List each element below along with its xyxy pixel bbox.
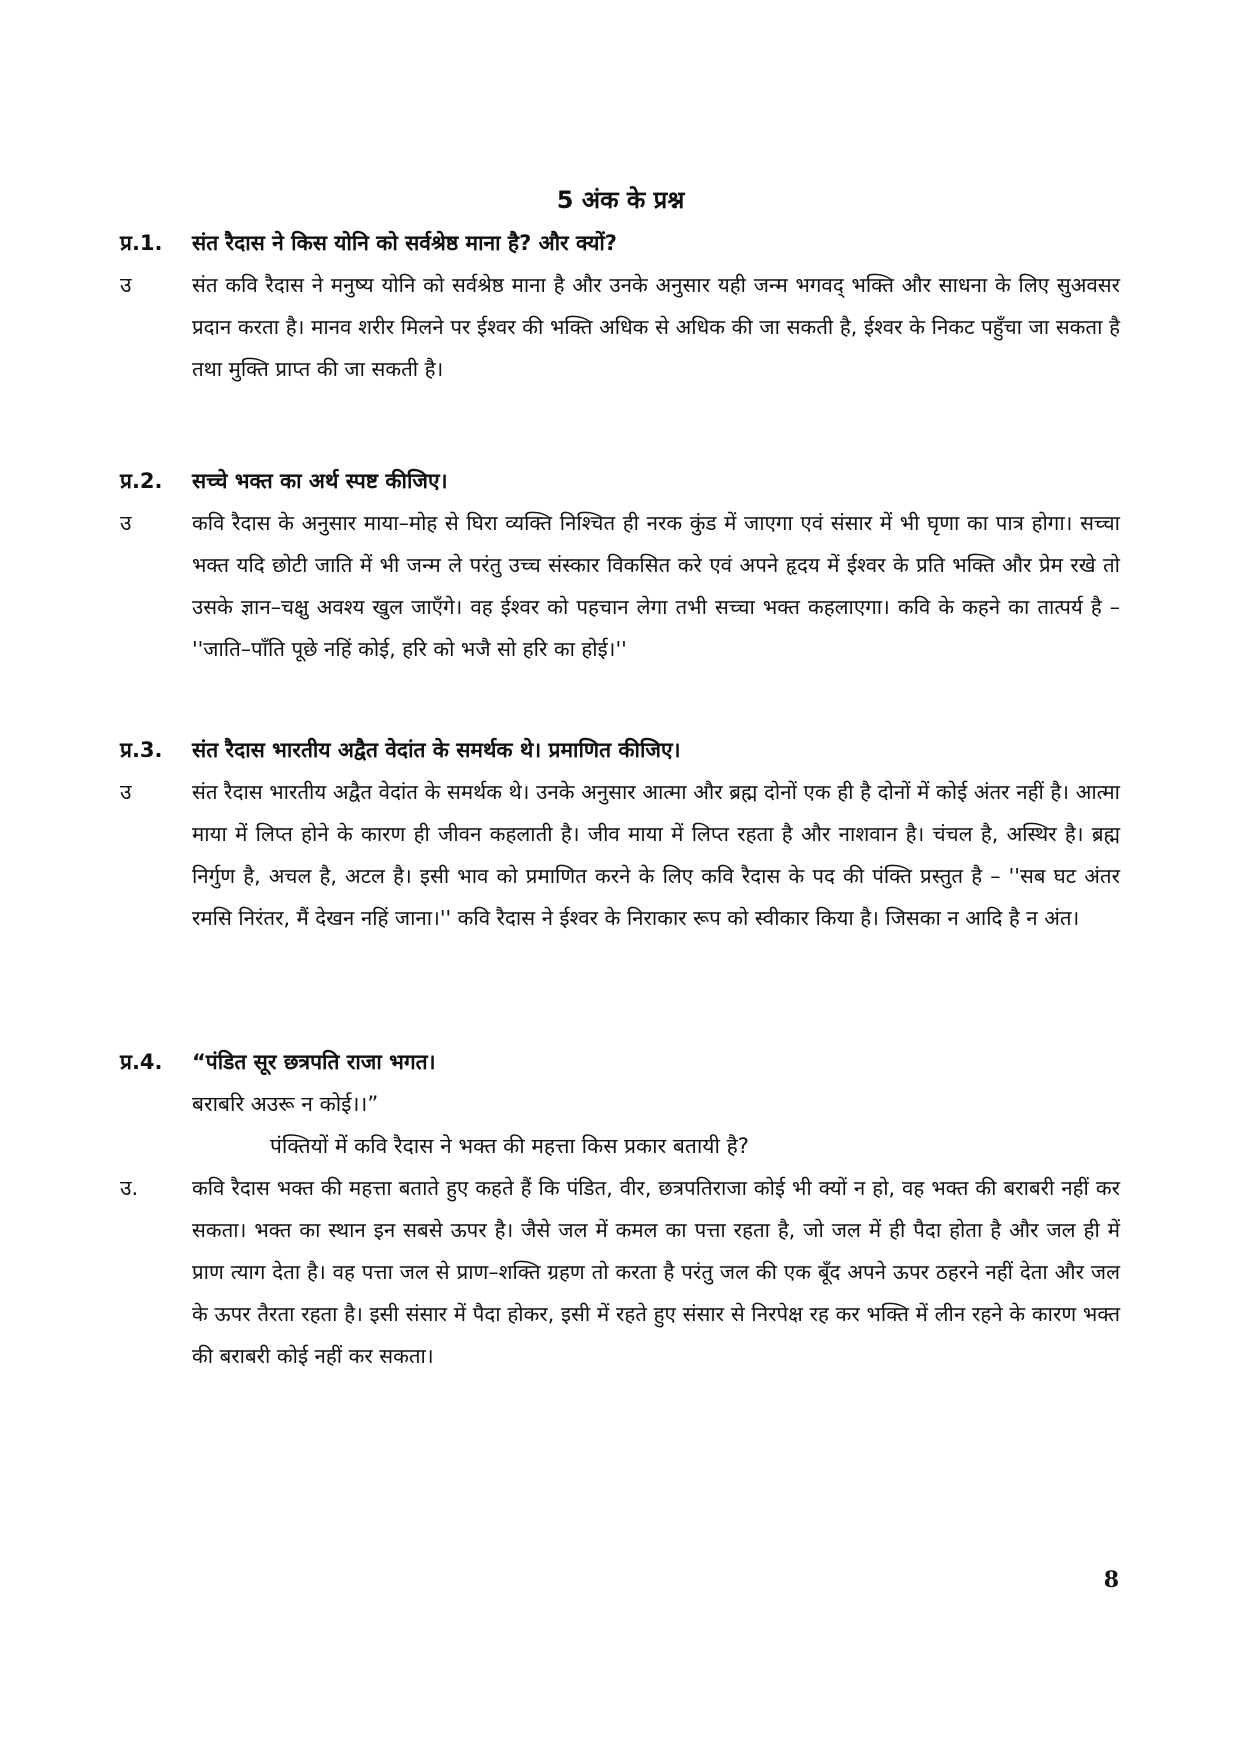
answer-row <box>120 1167 1120 1377</box>
answer-text: कवि रैदास भक्त की महत्ता बताते हुए कहते हैं कि पंडित, वीर, छत्रपतिराजा कोई भी क्यों न हो, वह भक्त की बराबरी नहीं कर सकता। भक्त का स्थान इन सबसे ऊपर है। जैसे जल में कमल का पत्ता रहता है, जो जल में ही पैदा होता है और जल ही में प्राण त्याग देता है। वह पत्ता जल से प्राण–शक्ति ग्रहण तो करता है परंतु जल की एक बूँद अपने ऊपर ठहरने नहीं देता और जल के ऊपर तैरता रहता है। इसी संसार में पैदा होकर, इसी में रहते हुए संसार से निरपेक्ष रह कर भक्ति में लीन रहने के कारण भक्त की बराबरी कोई नहीं कर सकता। <box>192 1176 1120 1368</box>
quote-line-1: “पंडित सूर छत्रपति राजा भगत। <box>192 1050 436 1074</box>
question-block-1 <box>120 222 1120 390</box>
question-prompt: पंक्तियों में कवि रैदास ने भक्त की महत्ता किस प्रकार बतायी है? <box>270 1134 749 1158</box>
question-row <box>120 1041 1120 1167</box>
question-text: संत रैदास ने किस योनि को सर्वश्रेष्ठ माना है? और क्यों? <box>192 231 617 255</box>
question-block-4 <box>120 1041 1120 1377</box>
question-text: सच्चे भक्त का अर्थ स्पष्ट कीजिए। <box>192 469 448 493</box>
quote-line-2: बराबरि अउरू न कोई।।” <box>192 1092 379 1116</box>
section-heading: 5 अंक के प्रश्न <box>556 186 685 214</box>
question-number: प्र.2. <box>120 469 163 493</box>
question-row <box>120 222 1120 264</box>
question-number: प्र.3. <box>120 738 163 762</box>
answer-row <box>120 771 1120 939</box>
page-number: 8 <box>1103 1567 1119 1593</box>
answer-text: कवि रैदास के अनुसार माया–मोह से घिरा व्यक्ति निश्चित ही नरक कुंड में जाएगा एवं संसार में भी घृणा का पात्र होगा। सच्चा भक्त यदि छोटी जाति में भी जन्म ले परंतु उच्च संस्कार विकसित करे एवं अपने हृदय में ईश्वर के प्रति भक्ति और प्रेम रखे तो उसके ज्ञान–चक्षु अवश्य खुल जाएँगे। वह ईश्वर को पहचान लेगा तभी सच्चा भक्त कहलाएगा। कवि के कहने का तात्पर्य है – ''जाति–पाँति पूछे नहिं कोई, हरि को भजै सो हरि का होई।'' <box>192 511 1120 661</box>
answer-label: उ <box>120 273 132 297</box>
question-row <box>120 729 1120 771</box>
question-block-2 <box>120 460 1120 670</box>
answer-row <box>120 502 1120 670</box>
question-text <box>192 1041 1120 1167</box>
question-row <box>120 460 1120 502</box>
answer-label: उ <box>120 511 132 535</box>
question-number: प्र.4. <box>120 1050 163 1074</box>
answer-text: संत रैदास भारतीय अद्वैत वेदांत के समर्थक थे। उनके अनुसार आत्मा और ब्रह्म दोनों एक ही है दोनों में कोई अंतर नहीं है। आत्मा माया में लिप्त होने के कारण ही जीवन कहलाती है। जीव माया में लिप्त रहता है और नाशवान है। चंचल है, अस्थिर है। ब्रह्म निर्गुण है, अचल है, अटल है। इसी भाव को प्रमाणित करने के लिए कवि रैदास के पद की पंक्ति प्रस्तुत है – ''सब घट अंतर रमसि निरंतर, मैं देखन नहिं जाना।'' कवि रैदास ने ईश्वर के निराकार रूप को स्वीकार किया है। जिसका न आदि है न अंत। <box>192 780 1120 930</box>
answer-text: संत कवि रैदास ने मनुष्य योनि को सर्वश्रेष्ठ माना है और उनके अनुसार यही जन्म भगवद् भक्ति और साधना के लिए सुअवसर प्रदान करता है। मानव शरीर मिलने पर ईश्वर की भक्ति अधिक से अधिक की जा सकती है, ईश्वर के निकट पहुँचा जा सकता है तथा मुक्ति प्राप्त की जा सकती है। <box>192 273 1120 381</box>
answer-label: उ <box>120 780 132 804</box>
question-text: संत रैदास भारतीय अद्वैत वेदांत के समर्थक थे। प्रमाणित कीजिए। <box>192 738 681 762</box>
answer-label: उ. <box>120 1176 139 1200</box>
answer-row <box>120 264 1120 390</box>
question-block-3 <box>120 729 1120 939</box>
question-number: प्र.1. <box>120 231 163 255</box>
